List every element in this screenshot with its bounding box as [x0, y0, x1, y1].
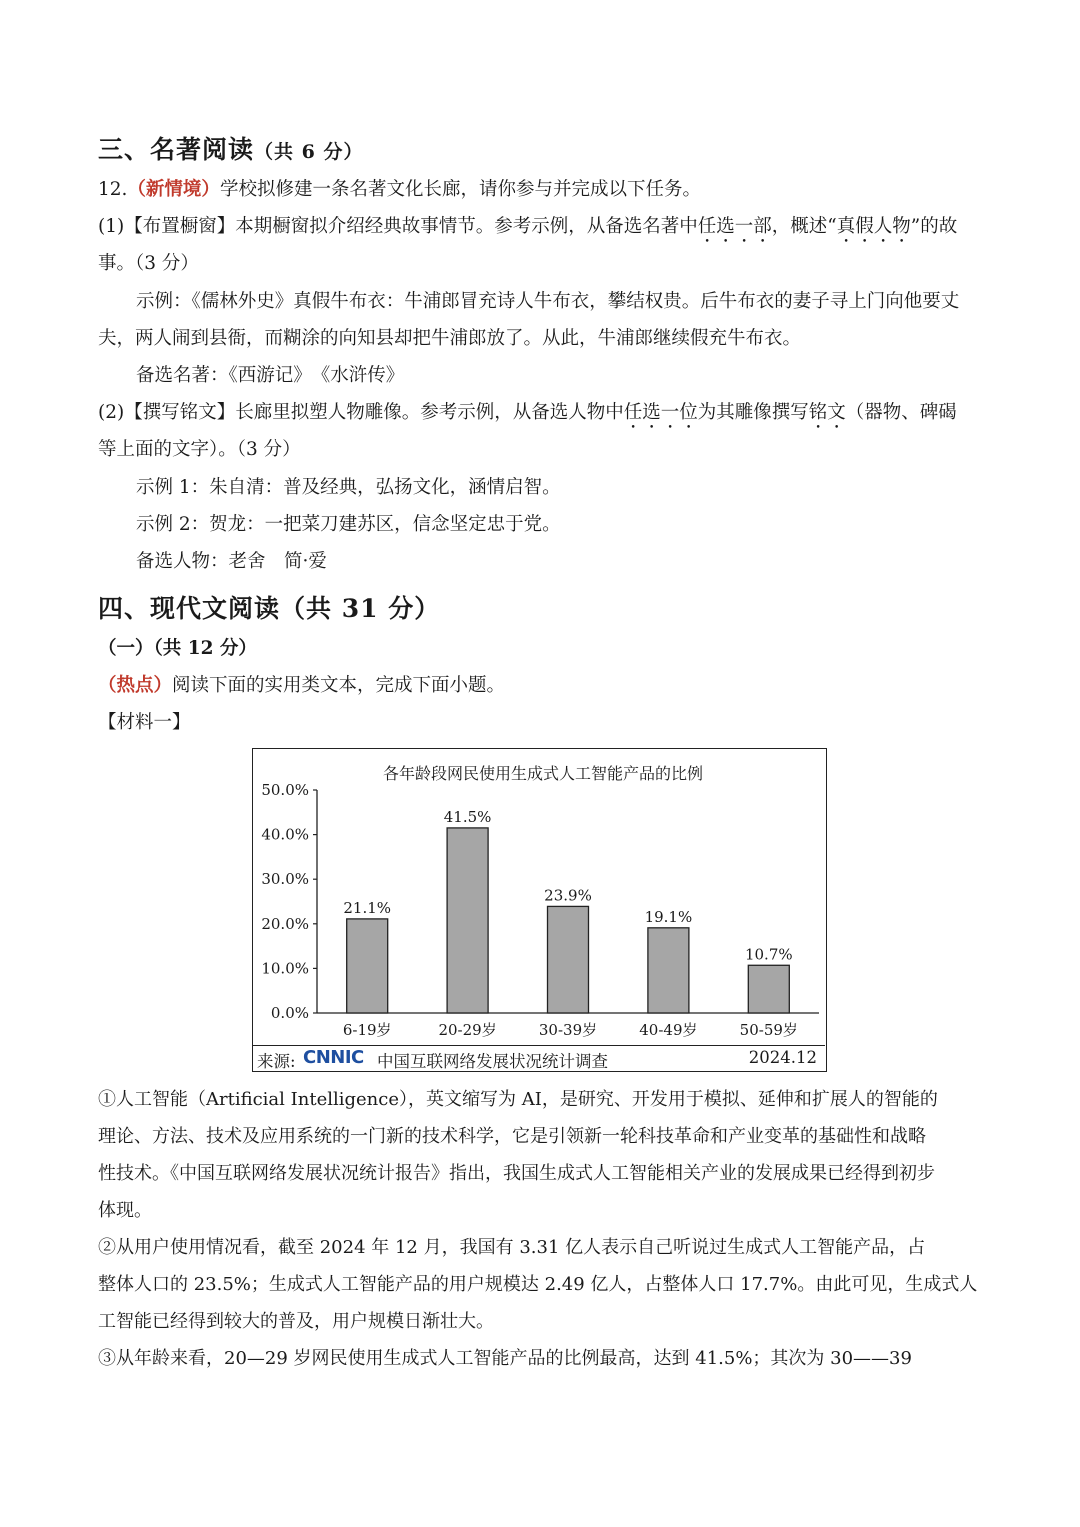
para2-line1: ②从用户使用情况看，截至 2024 年 12 月，我国有 3.31 亿人表示自己听说过生成式人工智能产品，占: [98, 1237, 926, 1258]
new-context-tag: （新情境）: [127, 179, 220, 200]
para2-line2: 整体人口的 23.5%；生成式人工智能产品的用户规模达 2.49 亿人，占整体人口 17.7%。由此可见，生成式人: [98, 1274, 978, 1295]
q12-part2-example2: 示例 2：贺龙：一把菜刀建苏区，信念坚定忠于党。: [136, 514, 561, 535]
chart-bars: [343, 808, 798, 1039]
para1-line1: ①人工智能（Artificial Intelligence），英文缩写为 AI，是研究、开发用于模拟、延伸和扩展人的智能的: [98, 1089, 938, 1110]
y-tick-label: 0.0%: [270, 1004, 309, 1022]
bar-chart: [252, 748, 827, 1072]
para2-line3: 工智能已经得到较大的普及，用户规模日渐壮大。: [98, 1311, 494, 1332]
q12-part2-example1: 示例 1：朱自清：普及经典，弘扬文化，涵情启智。: [136, 477, 561, 498]
q12-part2: (2)【撰写铭文】长廊里拟塑人物雕像。参考示例，从备选人物中任选一位为其雕像撰写铭文（器物、碑碣: [98, 402, 957, 423]
section4-heading: 四、现代文阅读（共 31 分）: [98, 594, 441, 623]
bar: [748, 965, 789, 1013]
chart-canvas: [253, 749, 825, 1045]
bar: [347, 919, 388, 1013]
y-tick-label: 40.0%: [261, 825, 309, 844]
cnnic-logo: CNNIC: [303, 1047, 364, 1068]
q12-part2-line2: 等上面的文字）。（3 分）: [98, 439, 301, 460]
hot-tag: （热点）: [98, 675, 173, 696]
bar-value-label: 41.5%: [443, 807, 492, 826]
x-category-label: 20-29岁: [438, 1021, 497, 1039]
bar-value-label: 21.1%: [343, 898, 392, 917]
bar-value-label: 19.1%: [644, 907, 693, 926]
x-category-label: 40-49岁: [639, 1021, 698, 1039]
bar: [548, 906, 589, 1013]
q12-part1-line2: 事。（3 分）: [98, 253, 199, 274]
para1-line3: 性技术。《中国互联网络发展状况统计报告》指出，我国生成式人工智能相关产业的发展成果已经得到初步: [98, 1163, 935, 1184]
hot-line: （热点）阅读下面的实用类文本，完成下面小题。: [98, 675, 506, 696]
y-tick-label: 50.0%: [261, 781, 309, 799]
q12-part1-options: 备选名著：《西游记》 《水浒传》: [136, 365, 405, 386]
x-category-label: 50-59岁: [739, 1021, 798, 1039]
bar: [447, 828, 488, 1013]
section3-heading: 三、名著阅读（共 6 分）: [98, 135, 364, 164]
bar: [648, 928, 689, 1013]
bar-value-label: 23.9%: [544, 886, 592, 905]
bar-value-label: 10.7%: [744, 945, 793, 964]
section4-subheading: （一）（共 12 分）: [98, 638, 257, 659]
y-tick-label: 10.0%: [261, 959, 309, 978]
para1-line4: 体现。: [98, 1200, 152, 1221]
chart-title: 各年龄段网民使用生成式人工智能产品的比例: [382, 764, 704, 783]
y-tick-label: 20.0%: [261, 914, 309, 933]
material-label: 【材料一】: [98, 712, 191, 733]
q12-part2-options: 备选人物：老舍 简·爱: [136, 551, 327, 572]
x-category-label: 6-19岁: [342, 1021, 392, 1039]
y-tick-label: 30.0%: [261, 870, 309, 889]
q12-intro: 12.（新情境）学校拟修建一条名著文化长廊，请你参与并完成以下任务。: [98, 179, 701, 200]
chart-source: 来源: CNNIC 中国互联网络发展状况统计调查 2024.12: [253, 1045, 825, 1072]
q12-part1: (1)【布置橱窗】本期橱窗拟介绍经典故事情节。参考示例，从备选名著中任选一部，概述“真假人物”的故: [98, 216, 958, 237]
x-category-label: 30-39岁: [538, 1021, 598, 1039]
q12-part1-example-line1: 示例：《儒林外史》真假牛布衣：牛浦郎冒充诗人牛布衣，攀结权贵。后牛布衣的妻子寻上门向他要丈: [136, 291, 960, 312]
q12-part1-example-line2: 夫，两人闹到县衙，而糊涂的向知县却把牛浦郎放了。从此，牛浦郎继续假充牛布衣。: [98, 328, 802, 349]
para3-line1: ③从年龄来看，20—29 岁网民使用生成式人工智能产品的比例最高，达到 41.5%；其次为 30——39: [98, 1348, 912, 1369]
para1-line2: 理论、方法、技术及应用系统的一门新的技术科学，它是引领新一轮科技革命和产业变革的基础性和战略: [98, 1126, 926, 1147]
